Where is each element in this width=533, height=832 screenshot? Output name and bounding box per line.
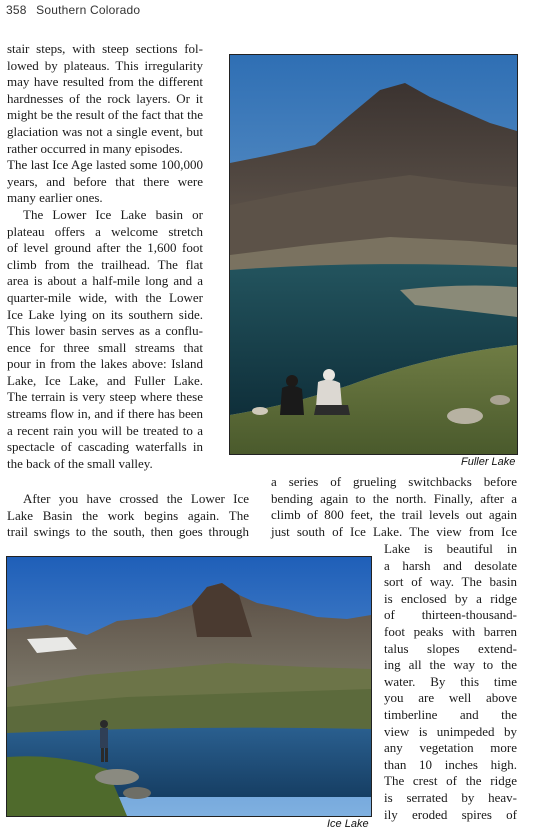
- text-line: plateau offers a welcome stretch: [7, 223, 203, 239]
- text-line: rather occurred in many episodes.: [7, 140, 183, 156]
- text-line: bending again to the north. Finally, after a: [271, 490, 517, 506]
- text-line: you are well above: [384, 690, 517, 706]
- text-line: ing all the way to the: [384, 657, 517, 673]
- text-line: streams flow in, and if there has been: [7, 406, 203, 422]
- text-line: climb from the trailhead. The flat: [7, 256, 203, 272]
- ice-lake-photo: [6, 556, 372, 817]
- text-line: any vegetation more: [384, 740, 517, 756]
- text-line: Lake is beautiful in: [384, 541, 517, 556]
- text-line: water. By this time: [384, 673, 517, 689]
- text-line: Ice Lake lying on its southern side.: [7, 306, 203, 322]
- ice-lake-caption: Ice Lake: [327, 818, 369, 830]
- text-line: of thirteen-thousand-: [384, 607, 517, 623]
- text-line: the back of the small valley.: [7, 455, 153, 471]
- text-line: many earlier ones.: [7, 190, 103, 206]
- text-line: than 10 inches high.: [384, 756, 517, 772]
- text-line: a harsh and desolate: [384, 557, 517, 573]
- text-line: The terrain is very steep where these: [7, 389, 203, 405]
- text-line: ily eroded spires of: [384, 806, 517, 822]
- text-line: stair steps, with steep sections fol-: [7, 41, 203, 56]
- text-line: pour in from the lakes above: Island: [7, 356, 203, 372]
- text-line: talus slopes extend-: [384, 640, 517, 656]
- text-line: After you have crossed the Lower Ice: [23, 491, 249, 506]
- wide-right-text: [271, 474, 517, 540]
- text-line: hardnesses of the rock layers. Or it: [7, 90, 203, 106]
- wide-left-text: [7, 491, 249, 541]
- running-header: [6, 3, 140, 21]
- text-line: This lower basin serves as a conflu-: [7, 323, 203, 339]
- text-line: foot peaks with barren: [384, 623, 517, 639]
- text-line: The crest of the ridge: [384, 773, 517, 789]
- text-line: years, and before that there were: [7, 173, 203, 189]
- text-line: of level ground after the 1,600 foot: [7, 240, 203, 256]
- text-line: timberline and the: [384, 706, 517, 722]
- text-line: The last Ice Age lasted some 100,000: [7, 157, 203, 173]
- left-column-text: [7, 41, 203, 472]
- text-line: is enclosed by a ridge: [384, 590, 517, 606]
- text-line: a recent rain you will be treated to a: [7, 422, 203, 438]
- text-line: lowed by plateaus. This irregularity: [7, 57, 203, 73]
- fuller-lake-caption: Fuller Lake: [461, 456, 516, 468]
- text-line: sort of way. The basin: [384, 574, 517, 590]
- text-line: view is unimpeded by: [384, 723, 517, 739]
- text-line: quarter-mile wide, with the Lower: [7, 289, 203, 305]
- text-line: just south of Ice Lake. The view from Ice: [271, 523, 517, 539]
- text-line: Lake, Ice Lake, and Fuller Lake.: [7, 372, 203, 388]
- text-line: area is about a half-mile long and a: [7, 273, 203, 289]
- narrow-right-text: [384, 541, 517, 823]
- text-line: might be the result of the fact that the: [7, 107, 203, 123]
- text-line: glaciation was not a single event, but: [7, 123, 203, 139]
- text-line: a series of grueling switchbacks before: [271, 474, 517, 489]
- text-line: may have resulted from the different: [7, 74, 203, 90]
- text-line: climb of 800 feet, the trail levels out again: [271, 507, 517, 523]
- section-title: Southern Colorado: [36, 3, 141, 17]
- fuller-lake-photo: [229, 54, 518, 455]
- page-number: 358: [6, 3, 27, 17]
- text-line: trail swings to the south, then goes through: [7, 524, 249, 540]
- text-line: ence for three small streams that: [7, 339, 203, 355]
- text-line: spectacle of cascading waterfalls in: [7, 439, 203, 455]
- text-line: Lake Basin the work begins again. The: [7, 507, 249, 523]
- text-line: is serrated by heav-: [384, 789, 517, 805]
- text-line: The Lower Ice Lake basin or: [23, 206, 203, 222]
